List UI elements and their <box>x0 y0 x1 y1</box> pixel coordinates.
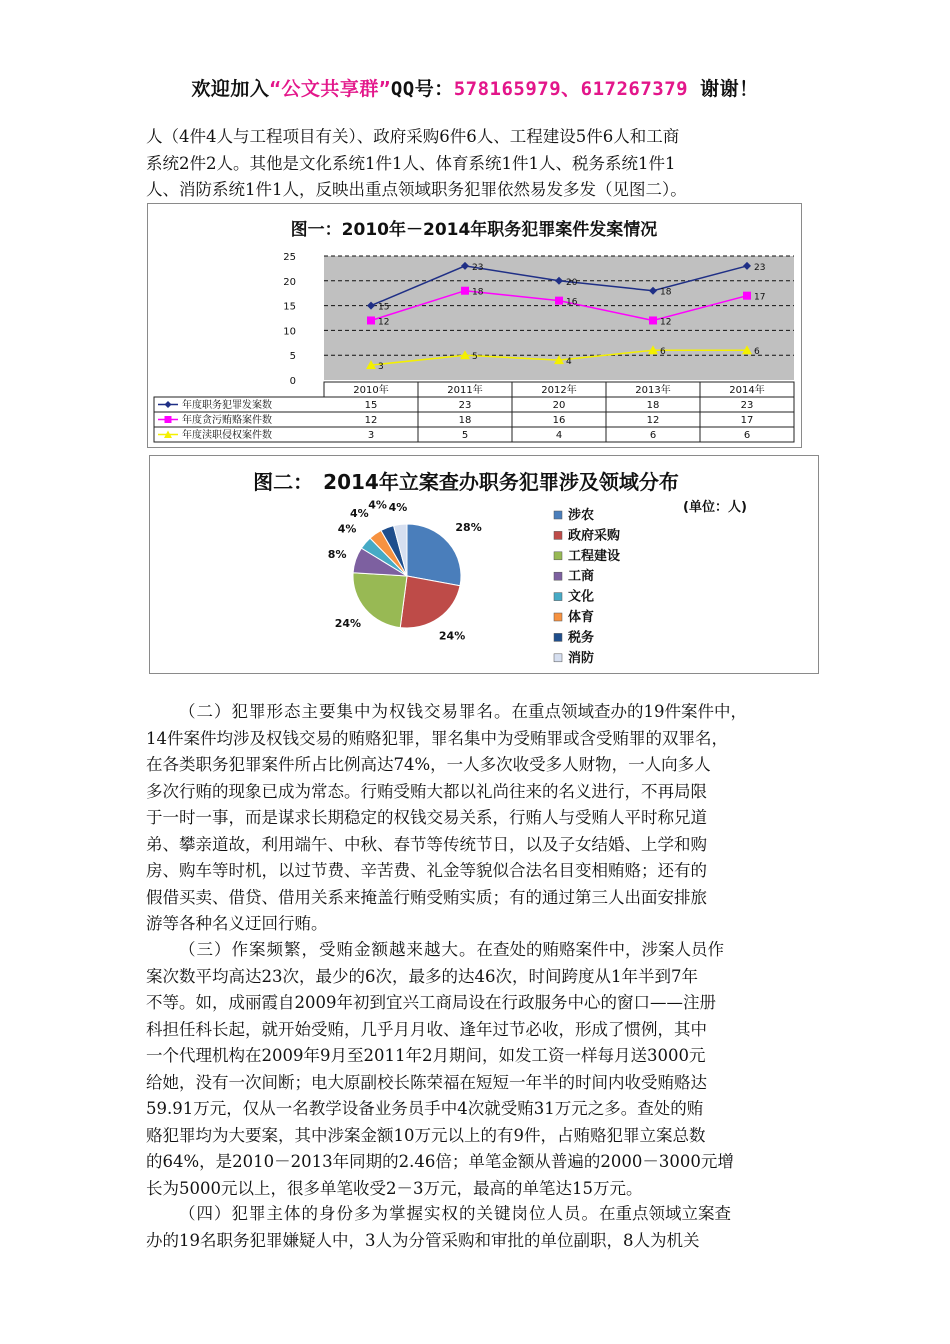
slice-label: 4% <box>350 506 369 520</box>
legend-label: 年度职务犯罪发案数 <box>182 400 272 411</box>
x-tick-label: 2013年 <box>635 385 671 396</box>
data-label: 12 <box>660 317 672 328</box>
header-suffix: 谢谢！ <box>688 78 759 100</box>
pie-slice-2 <box>400 576 460 628</box>
table-cell: 4 <box>555 430 563 441</box>
data-label: 15 <box>378 302 390 313</box>
data-point <box>461 287 469 295</box>
legend-label: 消防 <box>568 650 595 666</box>
table-cell: 3 <box>367 430 375 441</box>
chart-title: 图二： 2014年立案查办职务犯罪涉及领域分布 <box>253 470 679 494</box>
table-cell: 12 <box>646 415 660 426</box>
legend-swatch <box>554 593 562 601</box>
table-cell: 5 <box>461 430 469 441</box>
text-line: 游等各种名义迂回行贿。 <box>146 914 328 933</box>
y-tick-label: 5 <box>289 351 296 363</box>
y-tick-label: 25 <box>283 252 296 263</box>
text-line: 人（4件4人与工程项目有关）、政府采购6件6人、工程建设5件6人和工商 <box>146 127 680 146</box>
text-line: 一个代理机构在2009年9月至2011年2月期间，如发工资一样每月送3000元 <box>146 1046 706 1065</box>
data-label: 6 <box>754 347 760 358</box>
text-line: 办的19名职务犯罪嫌疑人中，3人为分管采购和审批的单位副职，8人为机关 <box>146 1230 700 1250</box>
data-label: 18 <box>660 287 672 298</box>
chart-title: 图一：2010年－2014年职务犯罪案件发案情况 <box>290 220 658 240</box>
slice-label: 24% <box>334 617 362 631</box>
text-line: 案次数平均高达23次，最少的6次，最多的达46次，时间跨度从1年半到7年 <box>146 966 698 986</box>
text-line: 在各类职务犯罪案件所占比例高达74%，一人多次收受多人财物，一人向多人 <box>146 755 711 774</box>
table-cell: 18 <box>646 400 660 411</box>
table-cell: 23 <box>458 400 472 411</box>
data-point <box>555 297 563 305</box>
legend-swatch <box>554 654 562 662</box>
table-cell: 6 <box>743 430 751 441</box>
data-point <box>743 292 751 300</box>
data-label: 18 <box>472 287 484 298</box>
legend-label: 年度贪污贿赂案件数 <box>182 415 272 426</box>
data-label: 23 <box>754 262 766 273</box>
pie-chart-svg <box>150 456 818 673</box>
text-line: 多次行贿的现象已成为常态。行贿受贿大都以礼尚往来的名义进行，不再局限 <box>146 781 707 801</box>
text-line: 在重点领域立案查 <box>599 1204 731 1223</box>
figure-1-line-chart <box>147 203 802 448</box>
data-label: 4 <box>566 357 572 368</box>
slice-label: 24% <box>438 629 466 643</box>
data-point <box>649 316 657 324</box>
table-cell: 17 <box>740 415 754 426</box>
table-cell: 23 <box>740 400 754 411</box>
text-line: 于一时一事，而是谋求长期稳定的权钱交易关系，行贿人与受贿人平时称兄道 <box>146 808 707 827</box>
table-cell: 12 <box>364 415 378 426</box>
slice-label: 4% <box>337 522 357 536</box>
table-cell: 6 <box>649 430 657 441</box>
data-label: 20 <box>566 277 578 288</box>
text-line: 弟、攀亲道故，利用端午、中秋、春节等传统节日，以及子女结婚、上学和购 <box>146 834 707 854</box>
table-cell: 20 <box>552 400 566 411</box>
document-header <box>0 74 950 101</box>
x-tick-label: 2014年 <box>729 385 765 396</box>
paragraph-lead: （四）犯罪主体的身份多为掌握实权的关键岗位人员。 <box>179 1204 599 1223</box>
y-tick-label: 15 <box>283 301 296 313</box>
text-line: 长为5000元以上，很多单笔收受2－3万元，最高的单笔达15万元。 <box>146 1178 643 1198</box>
legend-swatch <box>554 511 562 519</box>
data-label: 5 <box>472 352 478 363</box>
paragraph-4 <box>146 1201 806 1254</box>
pie-slice-3 <box>353 573 407 628</box>
paragraph-lead: （二）犯罪形态主要集中为权钱交易罪名。 <box>179 702 512 721</box>
text-line: 赂犯罪均为大要案，其中涉案金额10万元以上的有9件，占贿赂犯罪立案总数 <box>146 1125 706 1145</box>
header-qq-numbers: 578165979、617267379 <box>453 78 689 100</box>
slice-label: 28% <box>455 520 482 534</box>
x-tick-label: 2011年 <box>447 385 483 396</box>
data-label: 23 <box>472 262 484 273</box>
text-line: 在重点领域查办的19件案件中， <box>511 702 747 721</box>
legend-label: 文化 <box>568 589 595 605</box>
data-label: 12 <box>378 317 390 328</box>
text-line: 系统2件2人。其他是文化系统1件1人、体育系统1件1人、税务系统1件1 <box>146 153 676 173</box>
legend-swatch <box>554 572 562 580</box>
legend-swatch <box>554 552 562 560</box>
pie-slice-1 <box>407 524 461 586</box>
text-line: 14件案件均涉及权钱交易的贿赂犯罪，罪名集中为受贿罪或含受贿罪的双罪名， <box>146 728 728 748</box>
slice-label: 8% <box>327 548 347 562</box>
legend-label: 税务 <box>568 630 595 646</box>
text-line: 在查处的贿赂案件中，涉案人员作 <box>476 940 724 959</box>
line-chart-svg <box>148 204 801 447</box>
data-label: 17 <box>754 292 766 303</box>
legend-swatch <box>554 531 562 539</box>
legend-label: 涉农 <box>568 508 595 523</box>
x-tick-label: 2012年 <box>541 385 577 396</box>
legend-swatch <box>554 633 562 641</box>
text-line: 给她，没有一次间断；电大原副校长陈荣福在短短一年半的时间内收受贿赂达 <box>146 1072 707 1092</box>
header-prefix: 欢迎加入 <box>191 78 270 100</box>
legend-label: 年度渎职侵权案件数 <box>182 430 272 441</box>
data-label: 3 <box>378 362 384 373</box>
text-line: 房、购车等时机，以过节费、辛苦费、礼金等貌似合法名目变相贿赂；还有的 <box>146 861 707 880</box>
legend-label: 工商 <box>568 569 595 585</box>
y-tick-label: 0 <box>289 376 296 387</box>
text-line: 人、消防系统1件1人，反映出重点领域职务犯罪依然易发多发（见图二）。 <box>146 180 687 199</box>
table-cell: 15 <box>364 400 378 411</box>
y-tick-label: 10 <box>283 326 296 338</box>
figure-2-pie-chart <box>149 455 819 674</box>
unit-label: (单位：人) <box>683 500 747 515</box>
table-cell: 18 <box>458 415 472 426</box>
paragraph-3 <box>146 937 806 1202</box>
legend-label: 工程建设 <box>568 548 621 564</box>
text-line: 假借买卖、借贷、借用关系来掩盖行贿受贿实质；有的通过第三人出面安排旅 <box>146 887 707 907</box>
y-tick-label: 20 <box>283 276 296 288</box>
data-label: 16 <box>566 297 578 308</box>
slice-label: 4% <box>368 498 387 512</box>
x-tick-label: 2010年 <box>353 385 389 396</box>
slice-label: 4% <box>388 500 408 514</box>
paragraph-2 <box>146 699 806 938</box>
data-label: 6 <box>660 347 666 358</box>
text-line: 的64%，是2010－2013年同期的2.46倍；单笔金额从普遍的2000－3000元增 <box>146 1152 734 1171</box>
text-line: 不等。如，成丽霞自2009年初到宜兴工商局设在行政服务中心的窗口——注册 <box>146 993 716 1012</box>
legend-swatch <box>554 613 562 621</box>
text-line: 科担任科长起，就开始受贿，几乎月月收、逢年过节必收，形成了惯例，其中 <box>146 1019 707 1039</box>
table-cell: 16 <box>552 415 566 426</box>
header-group-name: “公文共享群” <box>269 78 391 100</box>
legend-label: 政府采购 <box>568 528 621 544</box>
header-qq-label: QQ号： <box>390 78 454 100</box>
legend-marker <box>165 416 172 423</box>
text-line: 59.91万元，仅从一名教学设备业务员手中4次就受贿31万元之多。查处的贿 <box>146 1099 704 1118</box>
legend-label: 体育 <box>568 610 595 625</box>
intro-paragraph <box>146 124 806 204</box>
data-point <box>367 316 375 324</box>
paragraph-lead: （三）作案频繁，受贿金额越来越大。 <box>179 940 477 959</box>
